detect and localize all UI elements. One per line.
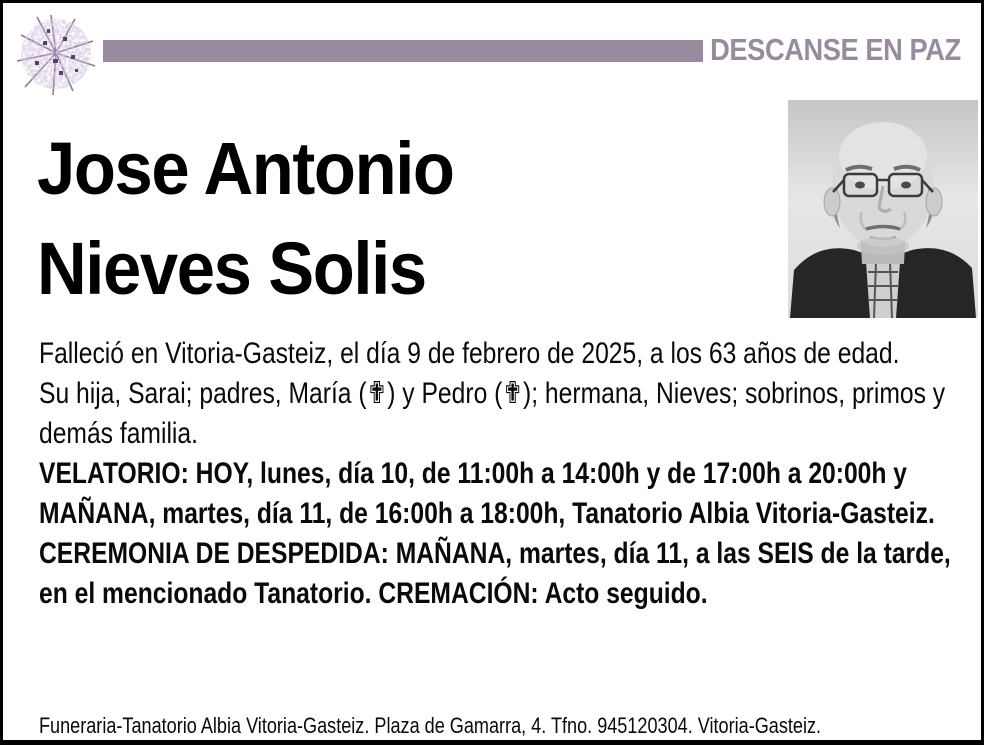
flower-icon [13,11,99,97]
accent-bar [103,40,703,62]
ceremony-paragraph: CEREMONIA DE DESPEDIDA: MAÑANA, martes, día 11, a las SEIS de la tarde, en el mencionado Tanatorio. CREMACIÓN: Acto seguido. [39,537,951,610]
funeral-home-footer: Funeraria-Tanatorio Albia Vitoria-Gasteiz. Plaza de Gamarra, 4. Tfno. 945120304. Vitoria-Gasteiz. [39,713,822,738]
portrait-photo [788,100,978,318]
deceased-name-line2: Nieves Solis [37,227,426,310]
family-paragraph: Su hija, Sarai; padres, María (✟) y Pedro (✟); hermana, Nieves; sobrinos, primos y demás familia. [39,377,946,450]
death-paragraph: Falleció en Vitoria-Gasteiz, el día 9 de febrero de 2025, a los 63 años de edad. [39,337,900,370]
rip-label: DESCANSE EN PAZ [710,32,961,67]
deceased-name [37,119,454,319]
deceased-name-line1: Jose Antonio [37,127,454,210]
wake-paragraph: VELATORIO: HOY, lunes, día 10, de 11:00h a 14:00h y de 17:00h a 20:00h y MAÑANA, martes, día 11, de 16:00h a 18:00h, Tanatorio Albia Vitoria-Gasteiz. [39,457,935,530]
notice-body [39,334,960,614]
